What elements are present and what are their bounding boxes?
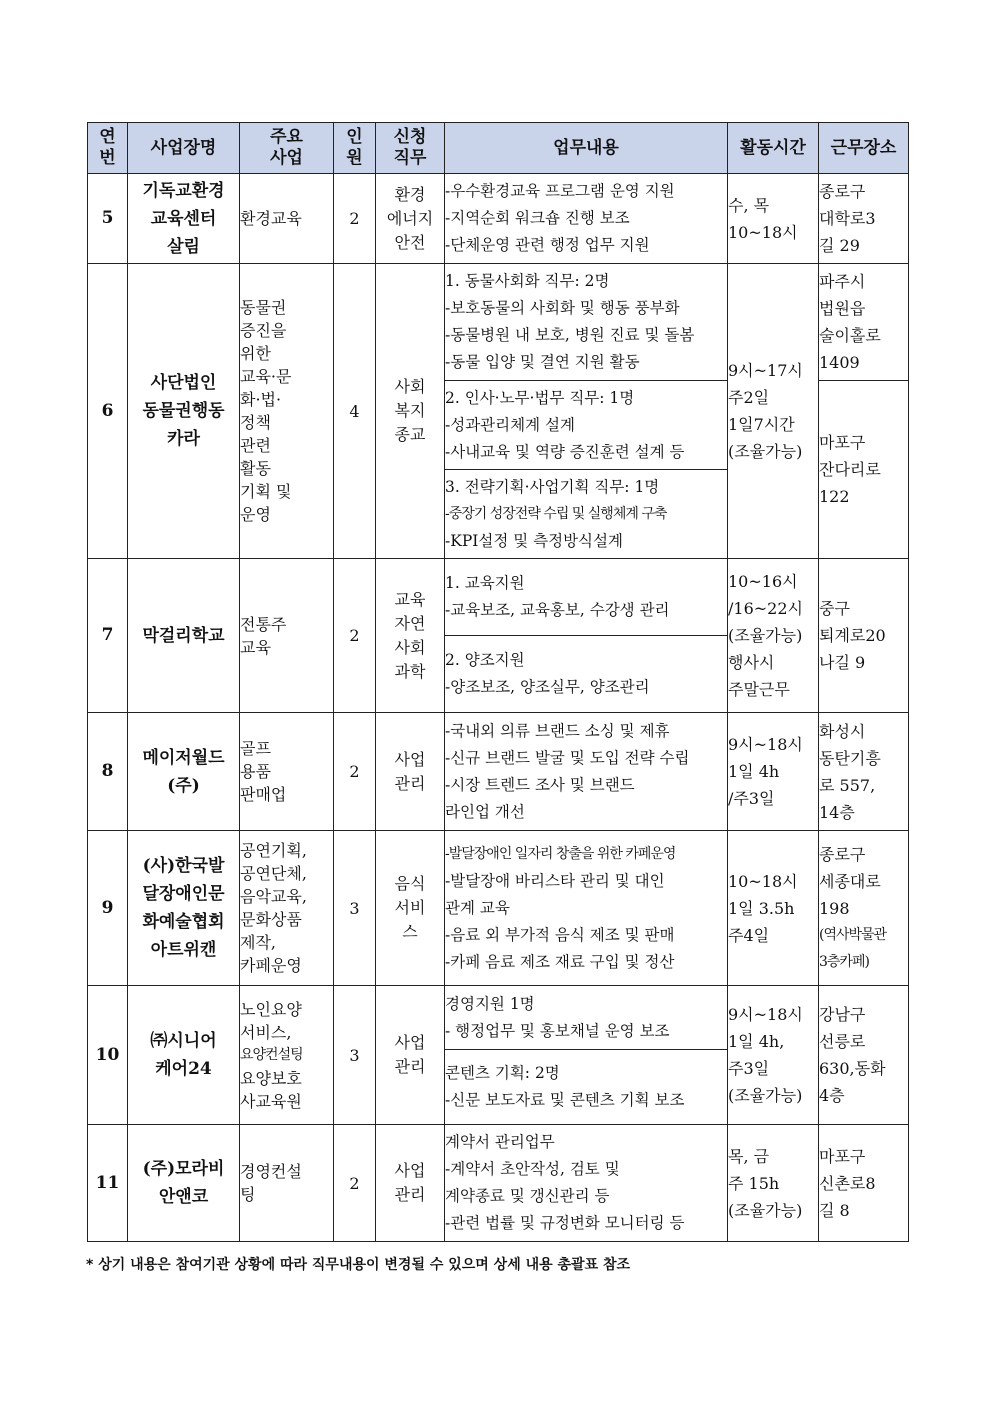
work-hours: 9시~18시 1일 4h /주3일 xyxy=(728,713,819,831)
work-place: 마포구 신촌로8 길 8 xyxy=(819,1125,909,1242)
headcount: 4 xyxy=(334,264,376,559)
work-hours: 목, 금 주 15h (조율가능) xyxy=(728,1125,819,1242)
org-name: 메이저월드 (주) xyxy=(128,713,240,831)
main-business: 노인요양 서비스, 요양컨설팅 요양보호 사교육원 xyxy=(240,986,334,1125)
work-hours: 9시~18시 1일 4h, 주3일 (조율가능) xyxy=(728,986,819,1125)
headcount: 2 xyxy=(334,713,376,831)
headcount: 2 xyxy=(334,174,376,264)
header-place: 근무장소 xyxy=(819,123,909,174)
headcount: 2 xyxy=(334,559,376,713)
row-no: 11 xyxy=(88,1125,128,1242)
headcount: 2 xyxy=(334,1125,376,1242)
row-no: 5 xyxy=(88,174,128,264)
main-business: 동물권 증진을 위한 교육·문 화·법· 정책 관련 활동 기획 및 운영 xyxy=(240,264,334,559)
table-row xyxy=(88,1125,909,1242)
work-hours: 10~18시 1일 3.5h 주4일 xyxy=(728,831,819,986)
job-field: 교육 자연 사회 과학 xyxy=(376,559,445,713)
header-biz: 주요 사업 xyxy=(240,123,334,174)
duty-detail: -국내외 의류 브랜드 소싱 및 제휴 -신규 브랜드 발굴 및 도입 전략 수립 -시장 트렌드 조사 및 브랜드 라인업 개선 xyxy=(445,713,728,831)
org-name: 막걸리학교 xyxy=(128,559,240,713)
header-count: 인 원 xyxy=(334,123,376,174)
table-row xyxy=(88,559,909,636)
main-business: 전통주 교육 xyxy=(240,559,334,713)
work-hours: 10~16시 /16~22시 (조율가능) 행사시 주말근무 xyxy=(728,559,819,713)
footnote: * 상기 내용은 참여기관 상황에 따라 직무내용이 변경될 수 있으며 상세 내용 총괄표 참조 xyxy=(86,1257,631,1273)
org-name: ㈜시니어 케어24 xyxy=(128,986,240,1125)
job-field: 환경 에너지 안전 xyxy=(376,174,445,264)
work-hours: 수, 목 10~18시 xyxy=(728,174,819,264)
header-job: 신청 직무 xyxy=(376,123,445,174)
header-duty: 업무내용 xyxy=(445,123,728,174)
job-field: 사업 관리 xyxy=(376,1125,445,1242)
header-row xyxy=(88,123,909,174)
duty-detail: -발달장애인 일자리 창출을 위한 카페운영 -발달장애 바리스타 관리 및 대인 관계 교육 -음료 외 부가적 음식 제조 및 판매 -카페 음료 제조 재료 구입 및 정산 xyxy=(445,831,728,986)
header-no: 연 번 xyxy=(88,123,128,174)
table-row xyxy=(88,264,909,381)
job-field: 음식 서비 스 xyxy=(376,831,445,986)
table-row xyxy=(88,174,909,264)
org-name: 사단법인 동물권행동 카라 xyxy=(128,264,240,559)
row-no: 9 xyxy=(88,831,128,986)
duty-detail: 1. 동물사회화 직무: 2명 -보호동물의 사회화 및 행동 풍부화 -동물병원 내 보호, 병원 진료 및 돌봄 -동물 입양 및 결연 지원 활동 xyxy=(445,264,728,381)
main-business: 공연기획, 공연단체, 음악교육, 문화상품 제작, 카페운영 xyxy=(240,831,334,986)
row-no: 7 xyxy=(88,559,128,713)
row-no: 10 xyxy=(88,986,128,1125)
duty-detail: 콘텐츠 기획: 2명 -신문 보도자료 및 콘텐츠 기획 보조 xyxy=(445,1050,728,1125)
duty-detail: 2. 인사·노무·법무 직무: 1명 -성과관리체계 설계 -사내교육 및 역량 증진훈련 설계 등 xyxy=(445,381,728,470)
work-place: 파주시 법원읍 술이홀로 1409 xyxy=(819,264,909,381)
duty-detail: 3. 전략기획·사업기획 직무: 1명 -중장기 성장전략 수립 및 실행체계 구축 -KPI설정 및 측정방식설계 xyxy=(445,470,728,559)
work-place: 마포구 잔다리로 122 xyxy=(819,381,909,559)
table-row xyxy=(88,986,909,1050)
main-business: 골프 용품 판매업 xyxy=(240,713,334,831)
job-field: 사업 관리 xyxy=(376,986,445,1125)
headcount: 3 xyxy=(334,986,376,1125)
work-place: 종로구 대학로3 길 29 xyxy=(819,174,909,264)
header-name: 사업장명 xyxy=(128,123,240,174)
job-field: 사업 관리 xyxy=(376,713,445,831)
row-no: 6 xyxy=(88,264,128,559)
row-no: 8 xyxy=(88,713,128,831)
work-hours: 9시~17시 주2일 1일7시간 (조율가능) xyxy=(728,264,819,559)
table-row xyxy=(88,831,909,986)
work-place: 화성시 동탄기흥 로 557, 14층 xyxy=(819,713,909,831)
org-name: (주)모라비 안앤코 xyxy=(128,1125,240,1242)
duty-detail: 계약서 관리업무 -계약서 초안작성, 검토 및 계약종료 및 갱신관리 등 -관련 법률 및 규정변화 모니터링 등 xyxy=(445,1125,728,1242)
duty-detail: 1. 교육지원 -교육보조, 교육홍보, 수강생 관리 xyxy=(445,559,728,636)
main-business: 경영컨설 팅 xyxy=(240,1125,334,1242)
work-place: 종로구 세종대로 198 (역사박물관 3층카페) xyxy=(819,831,909,986)
table-row xyxy=(88,713,909,831)
org-name: 기독교환경 교육센터 살림 xyxy=(128,174,240,264)
program-table xyxy=(87,122,909,1242)
main-business: 환경교육 xyxy=(240,174,334,264)
duty-detail: -우수환경교육 프로그램 운영 지원 -지역순회 워크숍 진행 보조 -단체운영 관련 행정 업무 지원 xyxy=(445,174,728,264)
job-field: 사회 복지 종교 xyxy=(376,264,445,559)
work-place: 강남구 선릉로 630,동화 4층 xyxy=(819,986,909,1125)
duty-detail: 2. 양조지원 -양조보조, 양조실무, 양조관리 xyxy=(445,636,728,713)
headcount: 3 xyxy=(334,831,376,986)
org-name: (사)한국발 달장애인문 화예술협회 아트위캔 xyxy=(128,831,240,986)
header-time: 활동시간 xyxy=(728,123,819,174)
duty-detail: 경영지원 1명 - 행정업무 및 홍보채널 운영 보조 xyxy=(445,986,728,1050)
work-place: 중구 퇴계로20 나길 9 xyxy=(819,559,909,713)
